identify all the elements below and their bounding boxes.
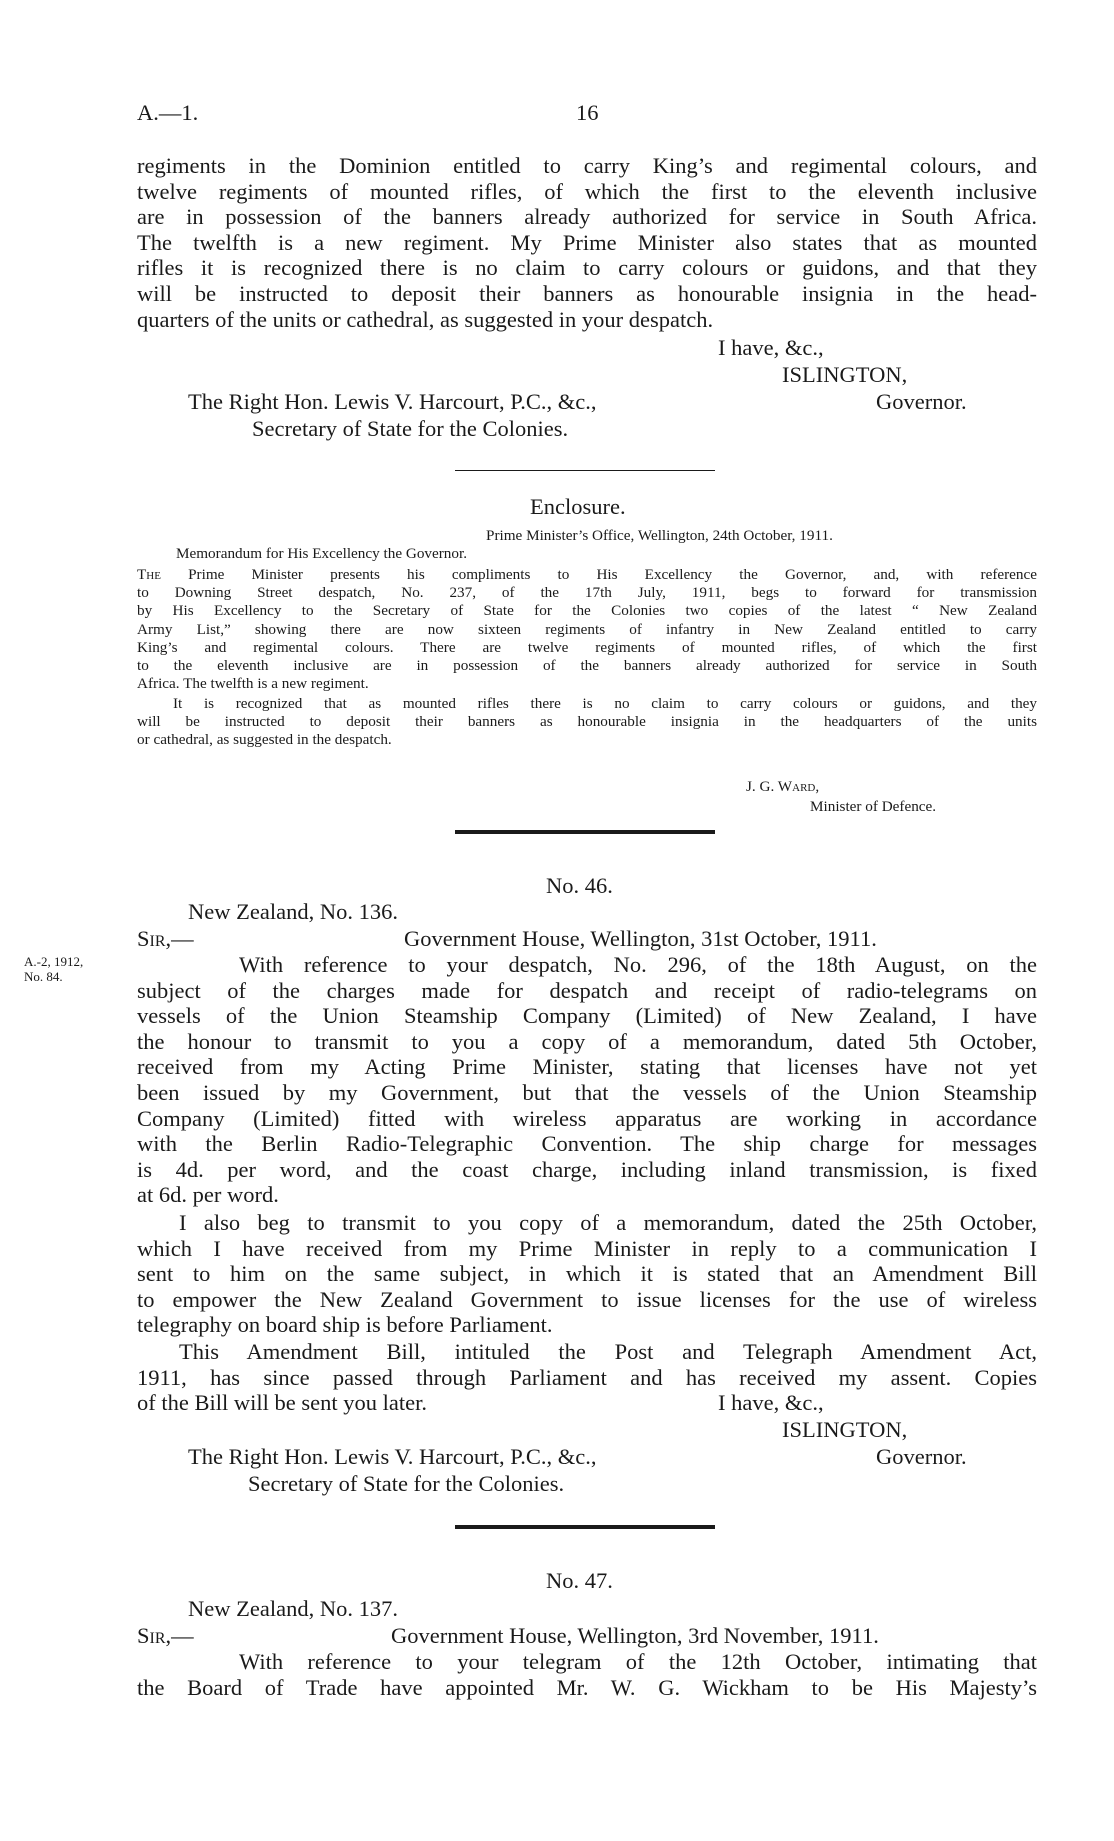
enclosure-signature-title: Minister of Defence. [810,798,937,815]
text-line: of the Bill will be sent you later. [137,1390,427,1416]
text-line: will be instructed to deposit their banners as honourable insignia in the headquarters of the units [137,713,1037,731]
text-line: the Board of Trade have appointed Mr. W. G. Wickham to be His Majesty’s [137,1674,1037,1700]
dateline: Government House, Wellington, 31st October, 1911. [404,926,877,951]
salutation: Sir,— [137,926,194,951]
letter-paragraph [137,952,1037,1208]
continuation-paragraph [137,153,1037,332]
letter-paragraph [137,1649,1037,1700]
section-heading: No. 46. [546,873,613,898]
divider [455,470,715,471]
enclosure-signature: J. G. Ward, [746,778,820,795]
lead-word: The [137,566,161,583]
text-line: will be instructed to deposit their banners as honourable insignia in the head- [137,280,1037,306]
text-line: received from my Acting Prime Minister, stating that licenses have not yet [137,1054,1037,1080]
memo-line: Memorandum for His Excellency the Governor. [176,545,468,562]
letter-paragraph [137,1339,1037,1416]
closing-phrase: I have, &c., [718,335,824,360]
dateline: Government House, Wellington, 3rd November, 1911. [391,1623,879,1648]
text-span: Prime Minister presents his compliments to His Excellency the Governor, and, with reference [188,566,1037,583]
text-line: I also beg to transmit to you copy of a memorandum, dated the 25th October, [179,1210,1037,1235]
addressee-line: Secretary of State for the Colonies. [248,1471,565,1496]
signature: ISLINGTON, [782,362,908,387]
margin-note [24,954,83,984]
section-heading: No. 47. [546,1568,613,1593]
text-line: to empower the New Zealand Government to issue licenses for the use of wireless [137,1286,1037,1312]
text-line: at 6d. per word. [137,1182,279,1208]
text-line: which I have received from my Prime Minister in reply to a communication I [137,1235,1037,1261]
text-line: With reference to your despatch, No. 296, of the 18th August, on the [239,952,1037,977]
text-line: vessels of the Union Steamship Company (Limited) of New Zealand, I have [137,1003,1037,1029]
text-line: the honour to transmit to you a copy of a memorandum, dated 5th October, [137,1028,1037,1054]
signature-title: Governor. [876,389,967,414]
enclosure-paragraph [137,695,1037,750]
text-line: quarters of the units or cathedral, as suggested in your despatch. [137,306,714,332]
text-line: is 4d. per word, and the coast charge, including inland transmission, is fixed [137,1156,1037,1182]
text-line: rifles it is recognized there is no claim to carry colours or guidons, and that they [137,255,1037,281]
text-line: been issued by my Government, but that the vessels of the Union Steamship [137,1079,1037,1105]
margin-note-line: No. 84. [24,969,63,984]
text-line: Army List,” showing there are now sixteen regiments of infantry in New Zealand entitled to carry [137,620,1037,638]
text-line: sent to him on the same subject, in which it is stated that an Amendment Bill [137,1261,1037,1287]
text-line: The twelfth is a new regiment. My Prime Minister also states that as mounted [137,229,1037,255]
divider [455,1525,715,1529]
addressee-line: Secretary of State for the Colonies. [252,416,569,441]
text-line [137,566,1037,584]
addressee-line: The Right Hon. Lewis V. Harcourt, P.C., &c., [188,1444,597,1469]
divider [455,830,715,834]
signature: ISLINGTON, [782,1417,908,1442]
reference-line: New Zealand, No. 136. [188,899,398,924]
closing-phrase: I have, &c., [718,1390,824,1415]
text-line: or cathedral, as suggested in the despatch. [137,731,392,749]
text-line: with the Berlin Radio-Telegraphic Convention. The ship charge for messages [137,1131,1037,1157]
page-number: 16 [576,100,599,125]
page-reference: A.—1. [137,100,199,125]
signature-title: Governor. [876,1444,967,1469]
text-line: With reference to your telegram of the 12th October, intimating that [239,1649,1037,1674]
text-line: to the eleventh inclusive are in possession of the banners already authorized for service in South [137,657,1037,675]
addressee-line: The Right Hon. Lewis V. Harcourt, P.C., &c., [188,389,597,414]
reference-line: New Zealand, No. 137. [188,1596,398,1621]
text-line: by His Excellency to the Secretary of State for the Colonies two copies of the latest “ New Zealand [137,602,1037,620]
text-line: Company (Limited) fitted with wireless apparatus are working in accordance [137,1105,1037,1131]
text-line: This Amendment Bill, intituled the Post and Telegraph Amendment Act, [179,1339,1037,1364]
text-line: are in possession of the banners already authorized for service in South Africa. [137,204,1037,230]
text-line: subject of the charges made for despatch and receipt of radio-telegrams on [137,977,1037,1003]
text-line: regiments in the Dominion entitled to carry King’s and regimental colours, and [137,153,1037,178]
text-line: telegraphy on board ship is before Parliament. [137,1312,553,1338]
text-line: to Downing Street despatch, No. 237, of the 17th July, 1911, begs to forward for transmission [137,584,1037,602]
text-line: King’s and regimental colours. There are twelve regiments of mounted rifles, of which the first [137,638,1037,656]
text-line: 1911, has since passed through Parliament and has received my assent. Copies [137,1364,1037,1390]
enclosure-dateline: Prime Minister’s Office, Wellington, 24th October, 1911. [486,527,833,544]
text-line: It is recognized that as mounted rifles there is no claim to carry colours or guidons, and they [173,695,1037,712]
letter-paragraph [137,1210,1037,1338]
salutation: Sir,— [137,1623,194,1648]
text-line: Africa. The twelfth is a new regiment. [137,675,369,693]
enclosure-paragraph [137,566,1037,693]
enclosure-heading: Enclosure. [530,494,626,519]
text-line: twelve regiments of mounted rifles, of which the first to the eleventh inclusive [137,178,1037,204]
margin-note-line: A.-2, 1912, [24,954,84,969]
